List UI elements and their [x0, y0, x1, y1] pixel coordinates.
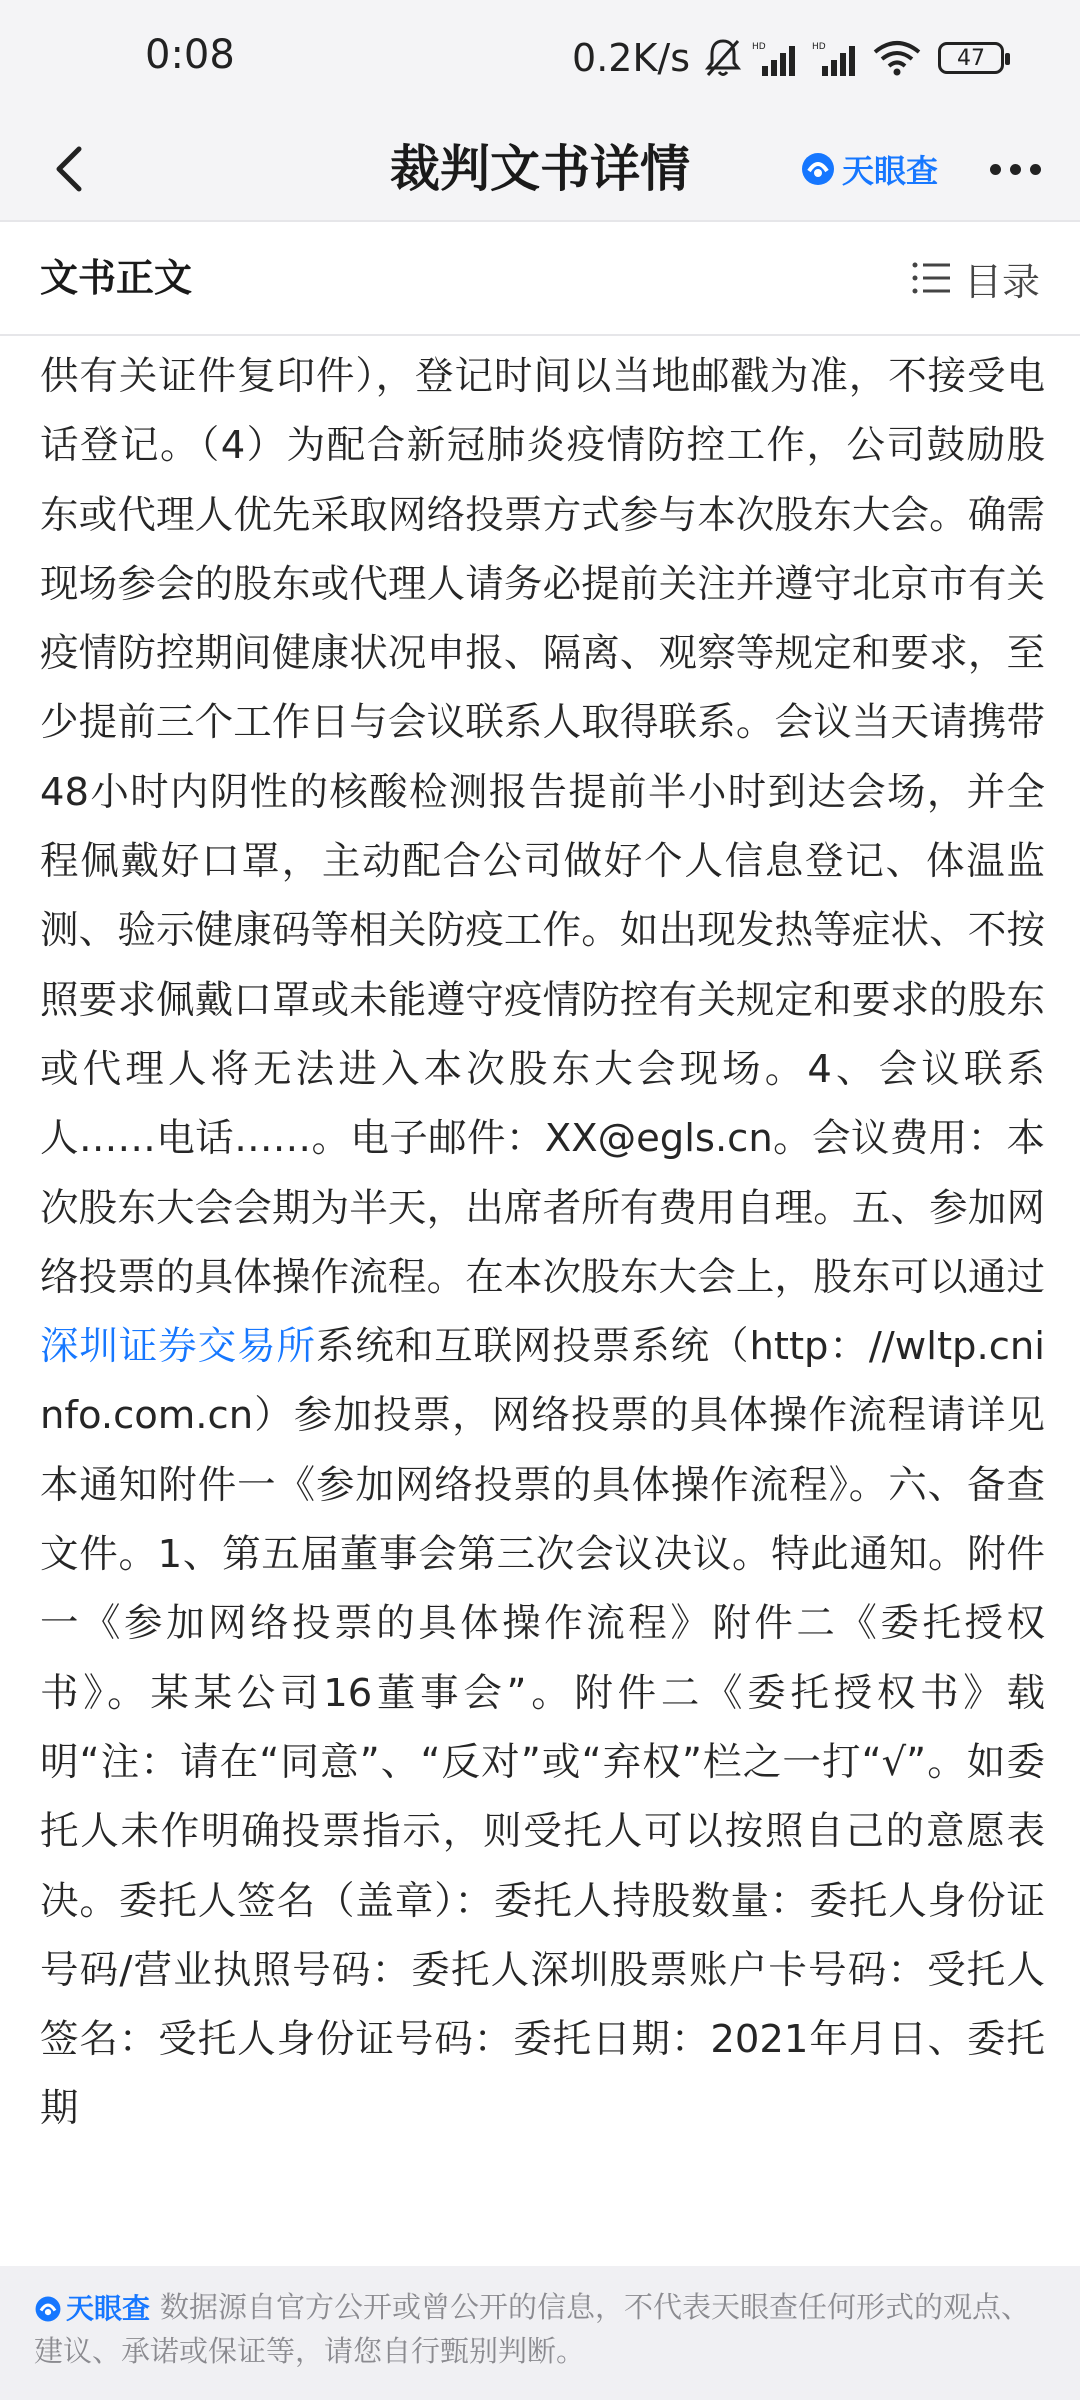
- document-text: 系统和互联网投票系统（http：//wltp.cninfo.com.cn）参加投票，网络投票的具体操作流程请详见本通知附件一《参加网络投票的具体操作流程》。六、备查文件。1、第五届董事会第三次会议决议。特此通知。附件一《参加网络投票的具体操作流程》附件二《委托授权书》。某某公司16董事会”。附件二《委托授权书》载明“注：请在“同意”、“反对”或“弃权”栏之一打“√”。如委托人未作明确投票指示，则受托人可以按照自己的意愿表决。委托人签名（盖章）：委托人持股数量：委托人身份证号码/营业执照号码：委托人深圳股票账户卡号码：受托人签名：受托人身份证号码：委托日期：2021年月日、委托期: [40, 1324, 1045, 2132]
- status-icons: [572, 30, 1004, 86]
- section-bar: [0, 220, 1080, 336]
- page-title: 裁判文书详情: [390, 140, 690, 198]
- svg-text:HD: HD: [752, 42, 766, 52]
- network-speed: 0.2K/s: [572, 36, 690, 80]
- app-header: [0, 118, 1080, 220]
- footer-brand: 天眼查: [66, 2292, 151, 2325]
- svg-text:HD: HD: [812, 42, 826, 52]
- tianyancha-logo-icon: [34, 2295, 62, 2323]
- exchange-link[interactable]: 深圳证券交易所: [40, 1324, 316, 1370]
- battery-icon: [938, 42, 1004, 74]
- status-bar: [0, 0, 1080, 118]
- disclaimer-message: 数据源自官方公开或曾公开的信息，不代表天眼查任何形式的观点、建议、承诺或保证等，请您自行甄别判断。: [34, 2290, 1031, 2368]
- more-dots-icon: [1030, 164, 1041, 175]
- document-content[interactable]: [40, 336, 1045, 2266]
- more-button[interactable]: [980, 144, 1050, 194]
- signal-hd-icon: [812, 40, 862, 76]
- toc-label: 目录: [963, 259, 1040, 304]
- footer-logo: [34, 2288, 150, 2330]
- disclaimer-text: [34, 2286, 1044, 2372]
- document-text: 供有关证件复印件），登记时间以当地邮戳为准，不接受电话登记。（4）为配合新冠肺炎疫情防控工作，公司鼓励股东或代理人优先采取网络投票方式参与本次股东大会。确需现场参会的股东或代理人请务必提前关注并遵守北京市有关疫情防控期间健康状况申报、隔离、观察等规定和要求，至少提前三个工作日与会议联系人取得联系。会议当天请携带48小时内阴性的核酸检测报告提前半小时到达会场，并全程佩戴好口罩，主动配合公司做好个人信息登记、体温监测、验示健康码等相关防疫工作。如出现发热等症状、不按照要求佩戴口罩或未能遵守疫情防控有关规定和要求的股东或代理人将无法进入本次股东大会现场。4、会议联系人……电话……。电子邮件：XX@egls.cn。会议费用：本次股东大会会期为半天，出席者所有费用自理。五、参加网络投票的具体操作流程。在本次股东大会上，股东可以通过: [40, 354, 1045, 1300]
- battery-level: 47: [957, 45, 985, 71]
- list-icon: [912, 261, 952, 295]
- more-dots-icon: [1010, 164, 1021, 175]
- brand-logo[interactable]: [800, 146, 938, 192]
- document-paragraph: [40, 336, 1045, 2144]
- section-title: 文书正文: [40, 256, 193, 300]
- status-time: 0:08: [145, 32, 235, 78]
- signal-hd-icon: [752, 40, 802, 76]
- tianyancha-logo-icon: [800, 151, 836, 187]
- disclaimer-footer: [0, 2266, 1080, 2400]
- wifi-icon: [872, 40, 922, 76]
- brand-name: 天眼查: [842, 152, 939, 190]
- more-dots-icon: [990, 164, 1001, 175]
- bell-muted-icon: [704, 37, 742, 79]
- toc-button[interactable]: [912, 252, 1040, 304]
